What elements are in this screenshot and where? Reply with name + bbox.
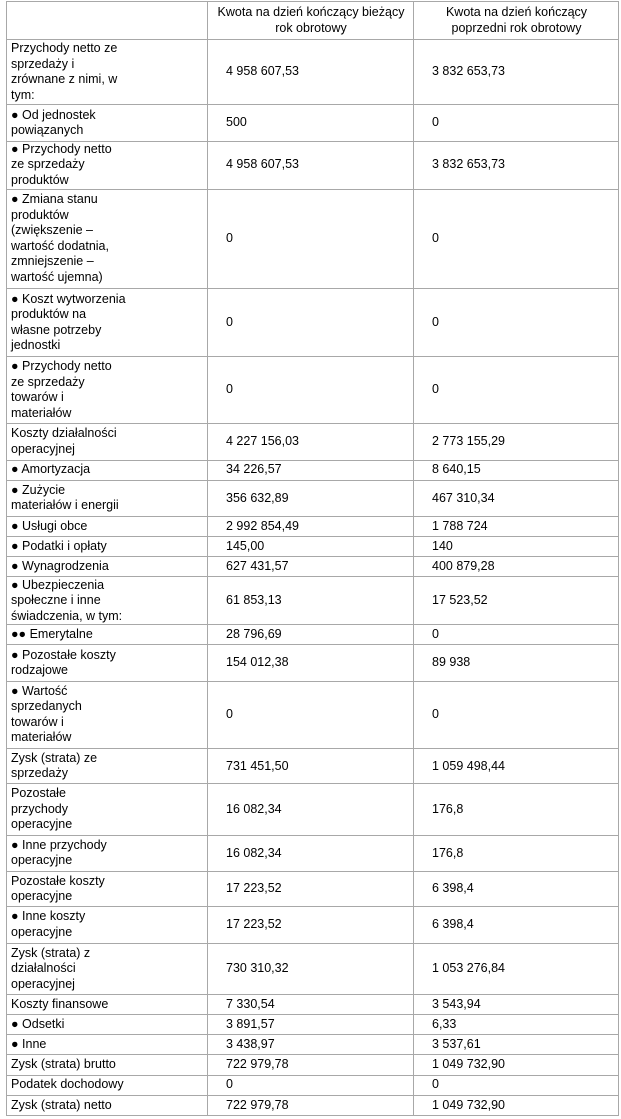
row-label: ● Wynagrodzenia [7, 557, 208, 577]
row-label: Przychody netto ze sprzedaży i zrównane z nimi, w tym: [7, 40, 208, 105]
previous-year-value: 0 [414, 189, 619, 289]
table-row [7, 625, 619, 645]
current-year-value: 28 796,69 [208, 625, 414, 645]
row-label: ● Pozostałe koszty rodzajowe [7, 645, 208, 681]
row-label: ● Usługi obce [7, 517, 208, 537]
previous-year-value: 17 523,52 [414, 577, 619, 625]
previous-year-value: 176,8 [414, 835, 619, 871]
current-year-value: 730 310,32 [208, 943, 414, 994]
previous-year-value: 6 398,4 [414, 907, 619, 943]
current-year-value: 7 330,54 [208, 994, 414, 1014]
table-row [7, 943, 619, 994]
row-label: ● Od jednostek powiązanych [7, 105, 208, 141]
table-row [7, 1055, 619, 1075]
previous-year-value: 1 788 724 [414, 517, 619, 537]
current-year-value: 3 891,57 [208, 1015, 414, 1035]
table-row [7, 1015, 619, 1035]
previous-year-value: 3 537,61 [414, 1035, 619, 1055]
current-year-value: 17 223,52 [208, 872, 414, 907]
row-label: Zysk (strata) netto [7, 1095, 208, 1115]
table-row [7, 577, 619, 625]
previous-year-value: 0 [414, 625, 619, 645]
current-year-value: 4 958 607,53 [208, 141, 414, 189]
header-current-year: Kwota na dzień kończący bieżący rok obrotowy [208, 2, 414, 40]
table-row [7, 872, 619, 907]
row-label: ● Koszt wytworzenia produktów na własne potrzeby jednostki [7, 289, 208, 357]
row-label: ● Przychody netto ze sprzedaży produktów [7, 141, 208, 189]
current-year-value: 34 226,57 [208, 460, 414, 480]
table-row [7, 480, 619, 516]
table-row [7, 537, 619, 557]
current-year-value: 16 082,34 [208, 784, 414, 835]
row-label: Koszty działalności operacyjnej [7, 424, 208, 460]
previous-year-value: 0 [414, 356, 619, 424]
table-body [7, 40, 619, 1116]
row-label: Podatek dochodowy [7, 1075, 208, 1095]
row-label: ●● Emerytalne [7, 625, 208, 645]
header-label-cell [7, 2, 208, 40]
table-row [7, 141, 619, 189]
row-label: Zysk (strata) brutto [7, 1055, 208, 1075]
current-year-value: 17 223,52 [208, 907, 414, 943]
previous-year-value: 1 049 732,90 [414, 1095, 619, 1115]
current-year-value: 627 431,57 [208, 557, 414, 577]
table-row [7, 189, 619, 289]
row-label: ● Odsetki [7, 1015, 208, 1035]
previous-year-value: 89 938 [414, 645, 619, 681]
current-year-value: 61 853,13 [208, 577, 414, 625]
current-year-value: 0 [208, 1075, 414, 1095]
previous-year-value: 176,8 [414, 784, 619, 835]
current-year-value: 2 992 854,49 [208, 517, 414, 537]
table-row [7, 460, 619, 480]
previous-year-value: 0 [414, 105, 619, 141]
table-row [7, 424, 619, 460]
row-label: Pozostałe koszty operacyjne [7, 872, 208, 907]
current-year-value: 0 [208, 289, 414, 357]
previous-year-value: 1 053 276,84 [414, 943, 619, 994]
header-previous-year: Kwota na dzień kończący poprzedni rok obrotowy [414, 2, 619, 40]
row-label: ● Ubezpieczenia społeczne i inne świadczenia, w tym: [7, 577, 208, 625]
table-row [7, 1035, 619, 1055]
table-row [7, 289, 619, 357]
row-label: Zysk (strata) z działalności operacyjnej [7, 943, 208, 994]
row-label: ● Inne koszty operacyjne [7, 907, 208, 943]
table-row [7, 681, 619, 749]
previous-year-value: 6 398,4 [414, 872, 619, 907]
previous-year-value: 0 [414, 1075, 619, 1095]
previous-year-value: 3 832 653,73 [414, 40, 619, 105]
table-row [7, 517, 619, 537]
row-label: ● Podatki i opłaty [7, 537, 208, 557]
current-year-value: 3 438,97 [208, 1035, 414, 1055]
table-row [7, 994, 619, 1014]
row-label: ● Inne [7, 1035, 208, 1055]
previous-year-value: 1 049 732,90 [414, 1055, 619, 1075]
current-year-value: 16 082,34 [208, 835, 414, 871]
current-year-value: 356 632,89 [208, 480, 414, 516]
table-row [7, 557, 619, 577]
previous-year-value: 6,33 [414, 1015, 619, 1035]
table-row [7, 1075, 619, 1095]
previous-year-value: 467 310,34 [414, 480, 619, 516]
table-row [7, 356, 619, 424]
current-year-value: 0 [208, 356, 414, 424]
current-year-value: 0 [208, 681, 414, 749]
row-label: ● Zużycie materiałów i energii [7, 480, 208, 516]
current-year-value: 722 979,78 [208, 1055, 414, 1075]
previous-year-value: 3 543,94 [414, 994, 619, 1014]
previous-year-value: 140 [414, 537, 619, 557]
table-row [7, 105, 619, 141]
row-label: ● Amortyzacja [7, 460, 208, 480]
row-label: ● Zmiana stanu produktów (zwiększenie – wartość dodatnia, zmniejszenie – wartość ujemna) [7, 189, 208, 289]
financial-table [6, 1, 619, 1116]
table-row [7, 645, 619, 681]
row-label: Koszty finansowe [7, 994, 208, 1014]
previous-year-value: 0 [414, 681, 619, 749]
table-row [7, 40, 619, 105]
row-label: ● Wartość sprzedanych towarów i materiałów [7, 681, 208, 749]
previous-year-value: 3 832 653,73 [414, 141, 619, 189]
current-year-value: 722 979,78 [208, 1095, 414, 1115]
table-row [7, 835, 619, 871]
current-year-value: 154 012,38 [208, 645, 414, 681]
previous-year-value: 8 640,15 [414, 460, 619, 480]
current-year-value: 0 [208, 189, 414, 289]
previous-year-value: 0 [414, 289, 619, 357]
row-label: ● Przychody netto ze sprzedaży towarów i materiałów [7, 356, 208, 424]
current-year-value: 731 451,50 [208, 749, 414, 784]
previous-year-value: 2 773 155,29 [414, 424, 619, 460]
header-row [7, 2, 619, 40]
table-row [7, 907, 619, 943]
table-row [7, 1095, 619, 1115]
row-label: ● Inne przychody operacyjne [7, 835, 208, 871]
current-year-value: 500 [208, 105, 414, 141]
current-year-value: 145,00 [208, 537, 414, 557]
current-year-value: 4 958 607,53 [208, 40, 414, 105]
table-row [7, 784, 619, 835]
row-label: Pozostałe przychody operacyjne [7, 784, 208, 835]
current-year-value: 4 227 156,03 [208, 424, 414, 460]
previous-year-value: 400 879,28 [414, 557, 619, 577]
previous-year-value: 1 059 498,44 [414, 749, 619, 784]
table-row [7, 749, 619, 784]
row-label: Zysk (strata) ze sprzedaży [7, 749, 208, 784]
